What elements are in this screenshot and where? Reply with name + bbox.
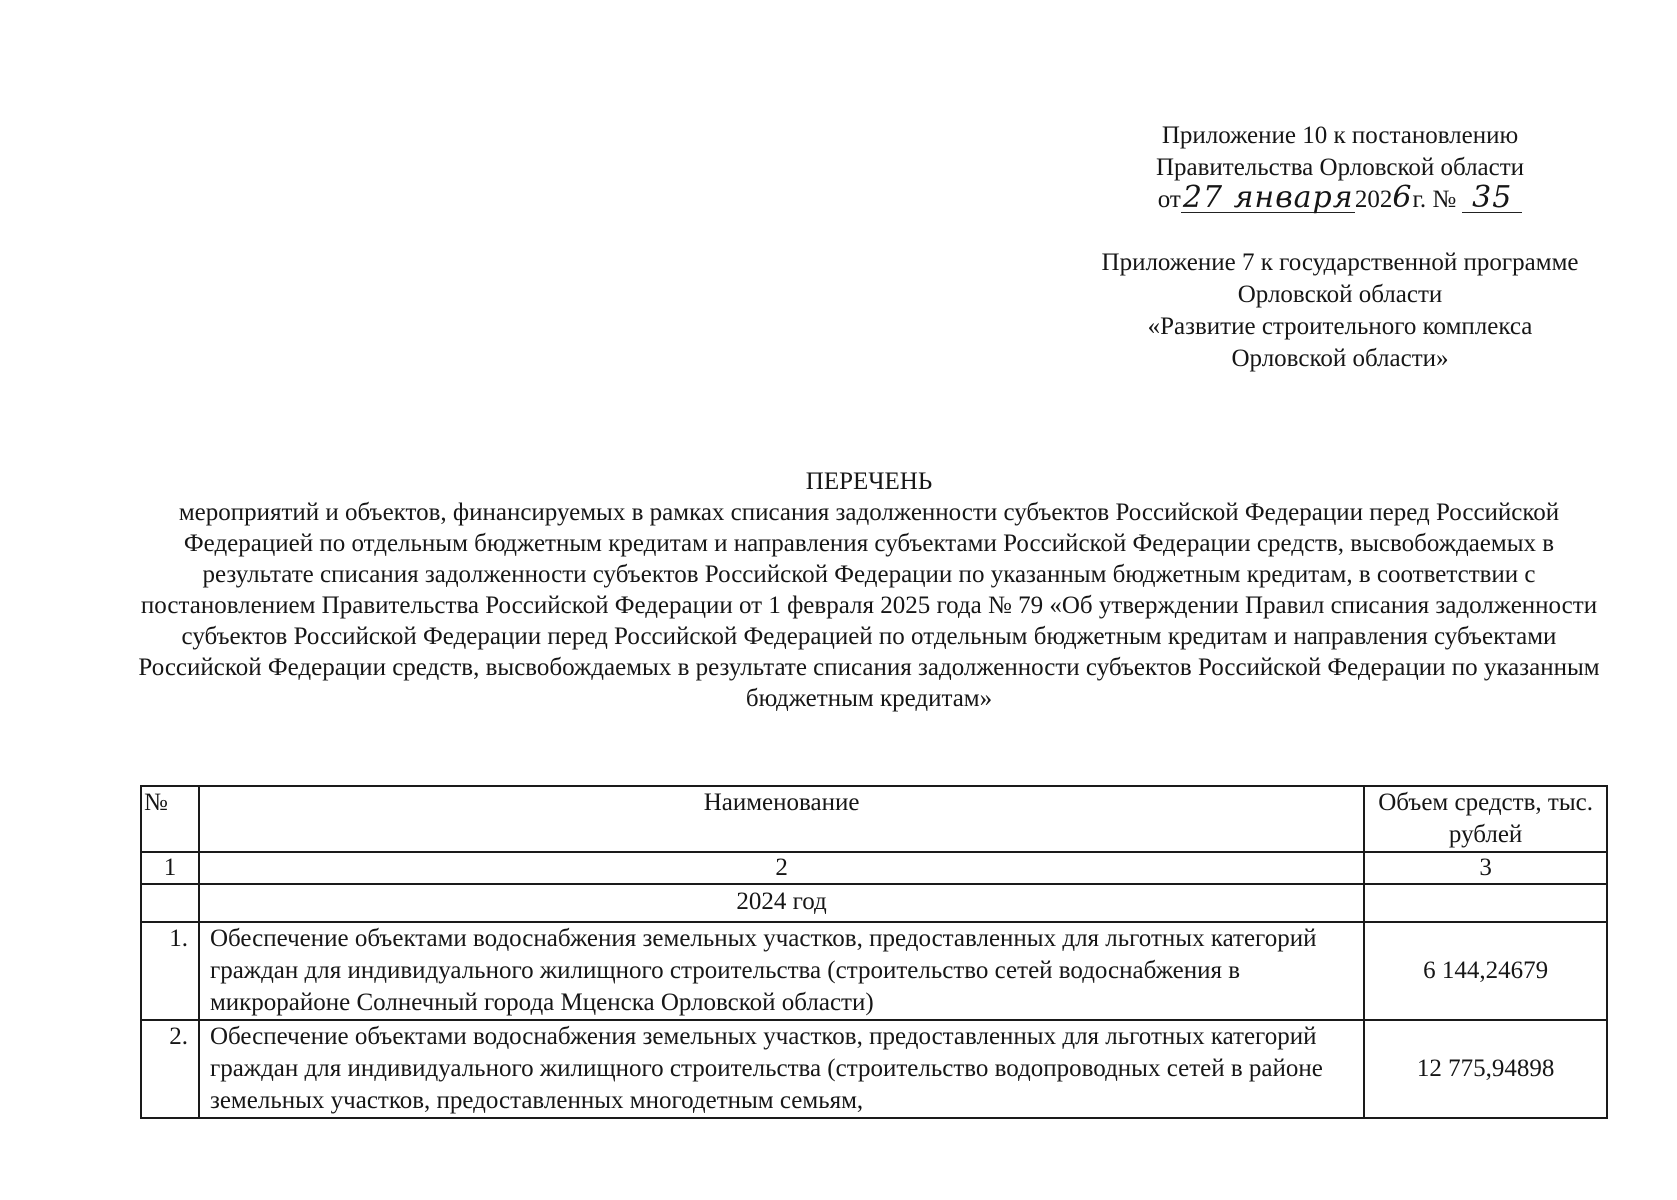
row-volume: 6 144,24679: [1364, 922, 1607, 1020]
appendix-10-line2: Правительства Орловской области: [1155, 154, 1525, 181]
handwritten-year-digit: 6: [1392, 180, 1413, 215]
row-volume: 12 775,94898: [1364, 1020, 1607, 1118]
year-label: 2024 год: [199, 884, 1364, 922]
date-prefix: от: [1157, 186, 1181, 213]
appendix-10-header: [1110, 120, 1570, 216]
column-index-1: 1: [141, 852, 199, 884]
measures-table: [140, 785, 1608, 1119]
resolution-date-line: [1157, 180, 1523, 216]
table-header-row: [141, 786, 1607, 852]
appendix-7-header: [1060, 247, 1620, 375]
row-name: Обеспечение объектами водоснабжения земельных участков, предоставленных для льготных категорий граждан для индивидуального жилищного строительства (строительство водопроводных сетей в районе земельных участков, предоставленных многодетным семьям,: [199, 1020, 1364, 1118]
handwritten-date: 27 января: [1182, 180, 1354, 215]
row-name: Обеспечение объектами водоснабжения земельных участков, предоставленных для льготных категорий граждан для индивидуального жилищного строительства (строительство сетей водоснабжения в микрорайоне Солнечный города Мценска Орловской области): [199, 922, 1364, 1020]
header-num: №: [141, 786, 199, 852]
table-row: [141, 922, 1607, 1020]
header-name: Наименование: [199, 786, 1364, 852]
column-index-row: [141, 852, 1607, 884]
list-title: [130, 466, 1608, 714]
appendix-7-line2: Орловской области: [1237, 281, 1443, 308]
appendix-7-line4: Орловской области»: [1231, 345, 1449, 372]
appendix-7-line3: «Развитие строительного комплекса: [1147, 313, 1533, 340]
column-index-3: 3: [1364, 852, 1607, 884]
row-number: 2.: [141, 1020, 199, 1118]
date-year-prefix: 202: [1354, 186, 1393, 213]
row-number: 1.: [141, 922, 199, 1020]
year-row-num-cell: [141, 884, 199, 922]
date-suffix: г. №: [1412, 186, 1457, 213]
header-volume: Объем средств, тыс. рублей: [1364, 786, 1607, 852]
year-group-row: [141, 884, 1607, 922]
handwritten-resolution-number: 35: [1462, 184, 1522, 213]
appendix-7-line1: Приложение 7 к государственной программе: [1101, 249, 1579, 276]
list-heading: ПЕРЕЧЕНЬ: [805, 468, 933, 495]
year-row-volume-cell: [1364, 884, 1607, 922]
appendix-10-line1: Приложение 10 к постановлению: [1161, 122, 1519, 149]
list-subtitle: мероприятий и объектов, финансируемых в рамках списания задолженности субъектов Российской Федерации перед Российской Федерацией по отдельным бюджетным кредитам и направления субъектами Российской Федерации средств, высвобождаемых в результате списания задолженности субъектов Российской Федерации по указанным бюджетным кредитам, в соответствии с постановлением Правительства Российской Федерации от 1 февраля 2025 года № 79 «Об утверждении Правил списания задолженности субъектов Российской Федерации перед Российской Федерацией по отдельным бюджетным кредитам и направления субъектами Российской Федерации средств, высвобождаемых в результате списания задолженности субъектов Российской Федерации по указанным бюджетным кредитам»: [138, 499, 1600, 712]
table-row: [141, 1020, 1607, 1118]
column-index-2: 2: [199, 852, 1364, 884]
